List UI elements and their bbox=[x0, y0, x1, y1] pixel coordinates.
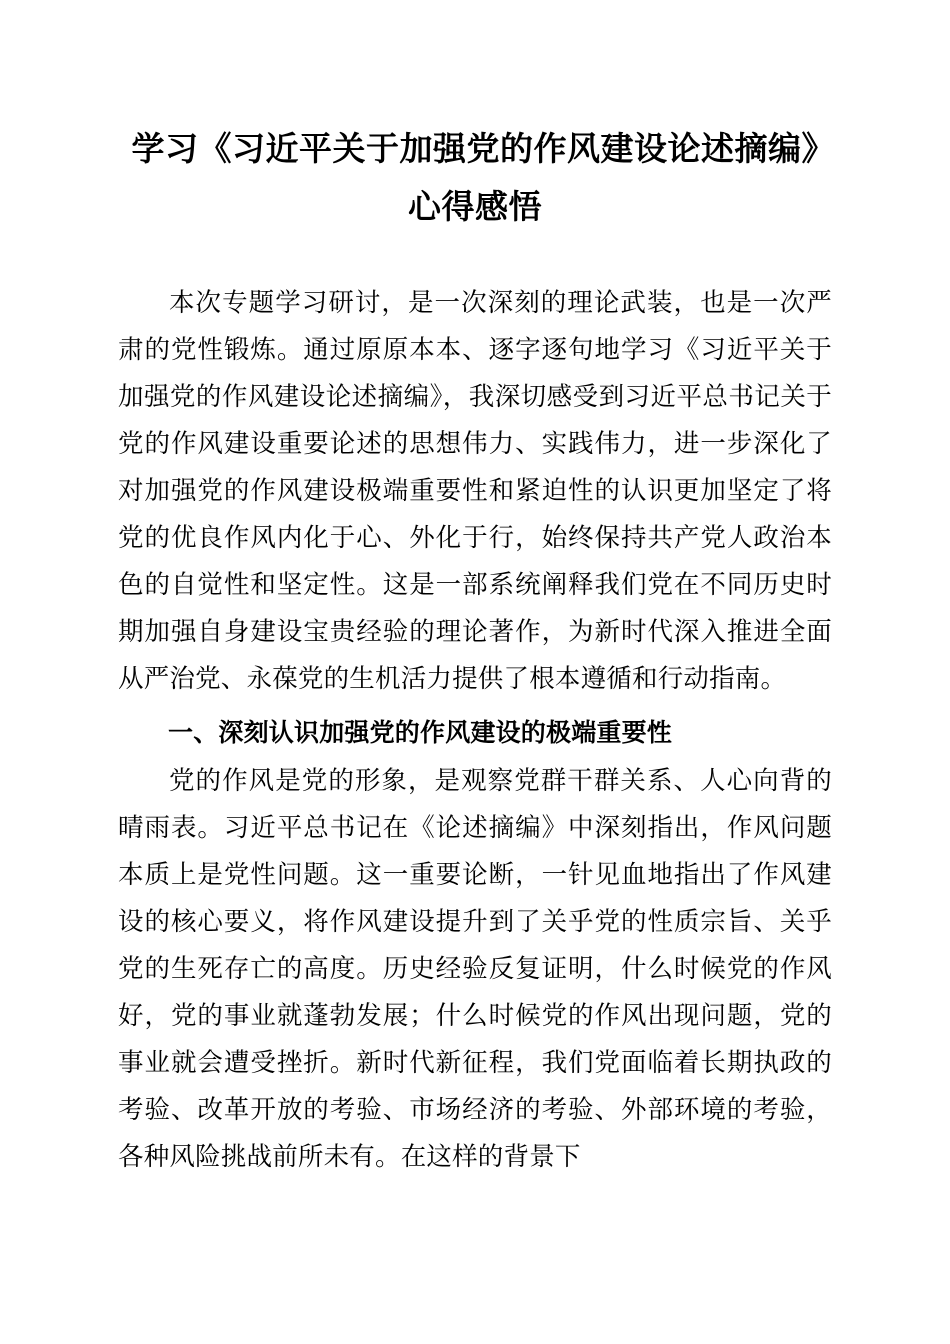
section-heading-1: 一、深刻认识加强党的作风建设的极端重要性 bbox=[168, 718, 673, 747]
body-paragraph-1: 本次专题学习研讨，是一次深刻的理论武装，也是一次严肃的党性锻炼。通过原原本本、逐字逐句地学习《习近平关于加强党的作风建设论述摘编》，我深切感受到习近平总书记关于党的作风建设重要论述的思想伟力、实践伟力，进一步深化了对加强党的作风建设极端重要性和紧迫性的认识更加坚定了将党的优良作风内化于心、外化于行，始终保持共产党人政治本色的自觉性和坚定性。这是一部系统阐释我们党在不同历史时期加强自身建设宝贵经验的理论著作，为新时代深入推进全面从严治党、永葆党的生机活力提供了根本遵循和行动指南。 bbox=[118, 288, 832, 694]
page-title: 学习《习近平关于加强党的作风建设论述摘编》心得感悟 bbox=[131, 129, 819, 226]
body-paragraph-2: 党的作风是党的形象，是观察党群干群关系、人心向背的晴雨表。习近平总书记在《论述摘编》中深刻指出，作风问题本质上是党性问题。这一重要论断，一针见血地指出了作风建设的核心要义，将作风建设提升到了关乎党的性质宗旨、关乎党的生死存亡的高度。历史经验反复证明，什么时候党的作风好，党的事业就蓬勃发展；什么时候党的作风出现问题，党的事业就会遭受挫折。新时代新征程，我们党面临着长期执政的考验、改革开放的考验、市场经济的考验、外部环境的考验，各种风险挑战前所未有。在这样的背景下 bbox=[118, 766, 832, 1172]
